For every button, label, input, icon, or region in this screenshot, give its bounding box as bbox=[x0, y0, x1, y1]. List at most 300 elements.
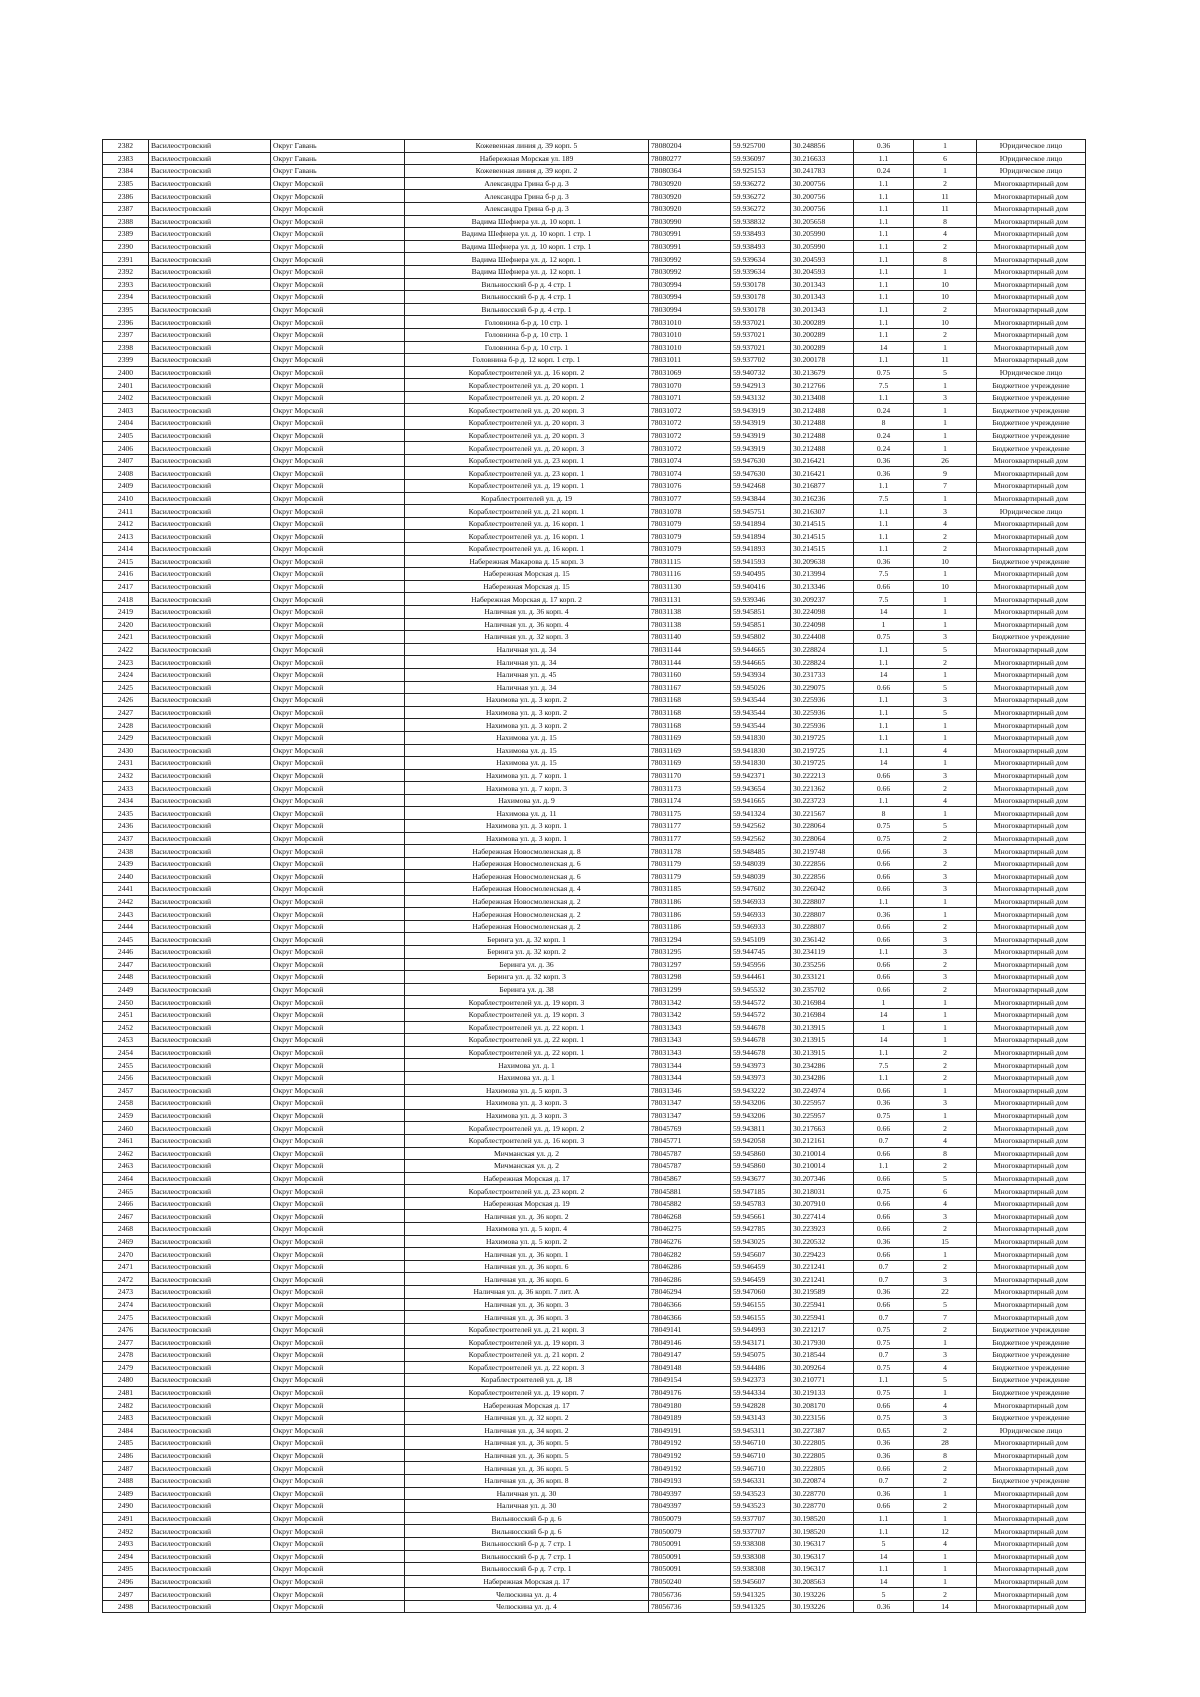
latitude-cell: 59.943919 bbox=[731, 417, 791, 430]
municipal-okrug-cell: Округ Морской bbox=[271, 1399, 405, 1412]
district-cell: Василеостровский bbox=[149, 694, 271, 707]
district-cell: Василеостровский bbox=[149, 265, 271, 278]
municipal-okrug-cell: Округ Морской bbox=[271, 1197, 405, 1210]
municipal-okrug-cell: Округ Морской bbox=[271, 354, 405, 367]
count-cell: 10 bbox=[914, 278, 977, 291]
table-row bbox=[103, 1059, 1086, 1072]
count-cell: 2 bbox=[914, 832, 977, 845]
latitude-cell: 59.943677 bbox=[731, 1172, 791, 1185]
count-cell: 9 bbox=[914, 467, 977, 480]
latitude-cell: 59.945109 bbox=[731, 933, 791, 946]
address-cell: Челюскина ул. д. 4 bbox=[405, 1588, 649, 1601]
row-number-cell: 2394 bbox=[103, 291, 149, 304]
latitude-cell: 59.944572 bbox=[731, 996, 791, 1009]
consumer-type-cell: Бюджетное учреждение bbox=[977, 429, 1086, 442]
address-cell: Наличная ул. д. 36 корп. 1 bbox=[405, 1248, 649, 1261]
table-row bbox=[103, 996, 1086, 1009]
consumer-type-cell: Многоквартирный дом bbox=[977, 316, 1086, 329]
object-code-cell: 78031078 bbox=[649, 505, 731, 518]
power-cell: 1.1 bbox=[854, 190, 914, 203]
row-number-cell: 2442 bbox=[103, 895, 149, 908]
table-row bbox=[103, 379, 1086, 392]
longitude-cell: 30.227414 bbox=[791, 1210, 854, 1223]
object-code-cell: 78049192 bbox=[649, 1462, 731, 1475]
longitude-cell: 30.241783 bbox=[791, 165, 854, 178]
latitude-cell: 59.936272 bbox=[731, 190, 791, 203]
power-cell: 0.66 bbox=[854, 580, 914, 593]
table-row bbox=[103, 643, 1086, 656]
count-cell: 3 bbox=[914, 694, 977, 707]
object-code-cell: 78056736 bbox=[649, 1588, 731, 1601]
count-cell: 4 bbox=[914, 744, 977, 757]
address-cell: Наличная ул. д. 45 bbox=[405, 668, 649, 681]
longitude-cell: 30.213994 bbox=[791, 568, 854, 581]
count-cell: 1 bbox=[914, 1386, 977, 1399]
row-number-cell: 2495 bbox=[103, 1563, 149, 1576]
count-cell: 1 bbox=[914, 1021, 977, 1034]
power-cell: 1.1 bbox=[854, 253, 914, 266]
municipal-okrug-cell: Округ Морской bbox=[271, 933, 405, 946]
table-row bbox=[103, 1449, 1086, 1462]
power-cell: 0.66 bbox=[854, 1084, 914, 1097]
row-number-cell: 2407 bbox=[103, 454, 149, 467]
table-row bbox=[103, 1512, 1086, 1525]
municipal-okrug-cell: Округ Морской bbox=[271, 1134, 405, 1147]
district-cell: Василеостровский bbox=[149, 857, 271, 870]
address-cell: Набережная Морская д. 17 корп. 2 bbox=[405, 593, 649, 606]
object-code-cell: 78049180 bbox=[649, 1399, 731, 1412]
longitude-cell: 30.200289 bbox=[791, 328, 854, 341]
power-cell: 14 bbox=[854, 341, 914, 354]
consumer-type-cell: Многоквартирный дом bbox=[977, 328, 1086, 341]
consumer-type-cell: Многоквартирный дом bbox=[977, 1235, 1086, 1248]
latitude-cell: 59.930178 bbox=[731, 303, 791, 316]
row-number-cell: 2411 bbox=[103, 505, 149, 518]
longitude-cell: 30.225957 bbox=[791, 1097, 854, 1110]
latitude-cell: 59.942785 bbox=[731, 1223, 791, 1236]
table-row bbox=[103, 1008, 1086, 1021]
longitude-cell: 30.222805 bbox=[791, 1449, 854, 1462]
consumer-type-cell: Многоквартирный дом bbox=[977, 933, 1086, 946]
municipal-okrug-cell: Округ Морской bbox=[271, 1550, 405, 1563]
longitude-cell: 30.228770 bbox=[791, 1487, 854, 1500]
table-row bbox=[103, 1172, 1086, 1185]
object-code-cell: 78030990 bbox=[649, 215, 731, 228]
table-row bbox=[103, 782, 1086, 795]
table-row bbox=[103, 1021, 1086, 1034]
row-number-cell: 2468 bbox=[103, 1223, 149, 1236]
longitude-cell: 30.226042 bbox=[791, 883, 854, 896]
longitude-cell: 30.234286 bbox=[791, 1071, 854, 1084]
power-cell: 1.1 bbox=[854, 505, 914, 518]
address-cell: Кораблестроителей ул. д. 20 корп. 3 bbox=[405, 442, 649, 455]
district-cell: Василеостровский bbox=[149, 555, 271, 568]
power-cell: 0.7 bbox=[854, 1273, 914, 1286]
power-cell: 0.66 bbox=[854, 1172, 914, 1185]
latitude-cell: 59.943844 bbox=[731, 492, 791, 505]
count-cell: 2 bbox=[914, 303, 977, 316]
consumer-type-cell: Многоквартирный дом bbox=[977, 1147, 1086, 1160]
latitude-cell: 59.945532 bbox=[731, 983, 791, 996]
longitude-cell: 30.200178 bbox=[791, 354, 854, 367]
count-cell: 3 bbox=[914, 391, 977, 404]
power-cell: 0.66 bbox=[854, 920, 914, 933]
district-cell: Василеостровский bbox=[149, 568, 271, 581]
row-number-cell: 2412 bbox=[103, 517, 149, 530]
table-row bbox=[103, 681, 1086, 694]
district-cell: Василеостровский bbox=[149, 1588, 271, 1601]
longitude-cell: 30.227387 bbox=[791, 1424, 854, 1437]
object-code-cell: 78056736 bbox=[649, 1600, 731, 1613]
power-cell: 1.1 bbox=[854, 240, 914, 253]
consumer-type-cell: Многоквартирный дом bbox=[977, 1160, 1086, 1173]
latitude-cell: 59.925153 bbox=[731, 165, 791, 178]
longitude-cell: 30.213679 bbox=[791, 366, 854, 379]
district-cell: Василеостровский bbox=[149, 983, 271, 996]
municipal-okrug-cell: Округ Морской bbox=[271, 1223, 405, 1236]
latitude-cell: 59.936272 bbox=[731, 177, 791, 190]
latitude-cell: 59.942562 bbox=[731, 820, 791, 833]
object-code-cell: 78031169 bbox=[649, 757, 731, 770]
address-cell: Нахимова ул. д. 15 bbox=[405, 757, 649, 770]
district-cell: Василеостровский bbox=[149, 316, 271, 329]
object-code-cell: 78031177 bbox=[649, 820, 731, 833]
consumer-type-cell: Многоквартирный дом bbox=[977, 1097, 1086, 1110]
municipal-okrug-cell: Округ Морской bbox=[271, 215, 405, 228]
power-cell: 1.1 bbox=[854, 303, 914, 316]
power-cell: 0.7 bbox=[854, 1134, 914, 1147]
district-cell: Василеостровский bbox=[149, 442, 271, 455]
address-cell: Кораблестроителей ул. д. 19 корп. 3 bbox=[405, 996, 649, 1009]
address-cell: Мичманская ул. д. 2 bbox=[405, 1160, 649, 1173]
row-number-cell: 2458 bbox=[103, 1097, 149, 1110]
power-cell: 1 bbox=[854, 1021, 914, 1034]
consumer-type-cell: Многоквартирный дом bbox=[977, 1084, 1086, 1097]
power-cell: 0.36 bbox=[854, 1437, 914, 1450]
object-code-cell: 78031160 bbox=[649, 668, 731, 681]
longitude-cell: 30.229075 bbox=[791, 681, 854, 694]
consumer-type-cell: Многоквартирный дом bbox=[977, 291, 1086, 304]
latitude-cell: 59.938308 bbox=[731, 1537, 791, 1550]
district-cell: Василеостровский bbox=[149, 769, 271, 782]
district-cell: Василеостровский bbox=[149, 1197, 271, 1210]
object-code-cell: 78031347 bbox=[649, 1097, 731, 1110]
municipal-okrug-cell: Округ Морской bbox=[271, 1411, 405, 1424]
latitude-cell: 59.946155 bbox=[731, 1298, 791, 1311]
district-cell: Василеостровский bbox=[149, 1386, 271, 1399]
count-cell: 1 bbox=[914, 719, 977, 732]
power-cell: 1.1 bbox=[854, 1071, 914, 1084]
latitude-cell: 59.947060 bbox=[731, 1286, 791, 1299]
longitude-cell: 30.196317 bbox=[791, 1537, 854, 1550]
table-row bbox=[103, 341, 1086, 354]
power-cell: 1.1 bbox=[854, 228, 914, 241]
address-cell: Набережная Макарова д. 15 корп. 3 bbox=[405, 555, 649, 568]
object-code-cell: 78031130 bbox=[649, 580, 731, 593]
table-row bbox=[103, 1273, 1086, 1286]
address-cell: Кораблестроителей ул. д. 21 корп. 2 bbox=[405, 1349, 649, 1362]
longitude-cell: 30.235256 bbox=[791, 958, 854, 971]
municipal-okrug-cell: Округ Морской bbox=[271, 895, 405, 908]
object-code-cell: 78031010 bbox=[649, 316, 731, 329]
longitude-cell: 30.210771 bbox=[791, 1374, 854, 1387]
longitude-cell: 30.219589 bbox=[791, 1286, 854, 1299]
table-row bbox=[103, 1298, 1086, 1311]
consumer-type-cell: Многоквартирный дом bbox=[977, 719, 1086, 732]
count-cell: 5 bbox=[914, 820, 977, 833]
latitude-cell: 59.942562 bbox=[731, 832, 791, 845]
longitude-cell: 30.221217 bbox=[791, 1323, 854, 1336]
address-cell: Набережная Новосмоленская д. 4 bbox=[405, 883, 649, 896]
district-cell: Василеостровский bbox=[149, 417, 271, 430]
object-code-cell: 78031186 bbox=[649, 908, 731, 921]
consumer-type-cell: Многоквартирный дом bbox=[977, 1512, 1086, 1525]
consumer-type-cell: Бюджетное учреждение bbox=[977, 631, 1086, 644]
municipal-okrug-cell: Округ Морской bbox=[271, 1563, 405, 1576]
address-cell: Наличная ул. д. 30 bbox=[405, 1487, 649, 1500]
object-code-cell: 78031179 bbox=[649, 857, 731, 870]
address-cell: Нахимова ул. д. 15 bbox=[405, 731, 649, 744]
address-cell: Кораблестроителей ул. д. 22 корп. 3 bbox=[405, 1361, 649, 1374]
count-cell: 2 bbox=[914, 1223, 977, 1236]
district-cell: Василеостровский bbox=[149, 580, 271, 593]
district-cell: Василеостровский bbox=[149, 706, 271, 719]
count-cell: 11 bbox=[914, 354, 977, 367]
consumer-type-cell: Многоквартирный дом bbox=[977, 278, 1086, 291]
address-cell: Набережная Морская д. 17 bbox=[405, 1172, 649, 1185]
consumer-type-cell: Многоквартирный дом bbox=[977, 1197, 1086, 1210]
latitude-cell: 59.944678 bbox=[731, 1034, 791, 1047]
latitude-cell: 59.945607 bbox=[731, 1575, 791, 1588]
district-cell: Василеостровский bbox=[149, 366, 271, 379]
power-cell: 1.1 bbox=[854, 265, 914, 278]
latitude-cell: 59.943206 bbox=[731, 1109, 791, 1122]
address-cell: Вадима Шефнера ул. д. 10 корп. 1 стр. 1 bbox=[405, 240, 649, 253]
longitude-cell: 30.214515 bbox=[791, 530, 854, 543]
municipal-okrug-cell: Округ Морской bbox=[271, 1500, 405, 1513]
row-number-cell: 2455 bbox=[103, 1059, 149, 1072]
consumer-type-cell: Многоквартирный дом bbox=[977, 1537, 1086, 1550]
row-number-cell: 2431 bbox=[103, 757, 149, 770]
district-cell: Василеостровский bbox=[149, 820, 271, 833]
power-cell: 1.1 bbox=[854, 1512, 914, 1525]
object-code-cell: 78031167 bbox=[649, 681, 731, 694]
row-number-cell: 2477 bbox=[103, 1336, 149, 1349]
municipal-okrug-cell: Округ Морской bbox=[271, 857, 405, 870]
count-cell: 4 bbox=[914, 1537, 977, 1550]
latitude-cell: 59.943544 bbox=[731, 719, 791, 732]
object-code-cell: 78045787 bbox=[649, 1160, 731, 1173]
consumer-type-cell: Многоквартирный дом bbox=[977, 744, 1086, 757]
consumer-type-cell: Многоквартирный дом bbox=[977, 1563, 1086, 1576]
table-row bbox=[103, 1034, 1086, 1047]
address-cell: Вильнюсский б-р д. 6 bbox=[405, 1512, 649, 1525]
table-row bbox=[103, 757, 1086, 770]
address-cell: Челюскина ул. д. 4 bbox=[405, 1600, 649, 1613]
power-cell: 0.66 bbox=[854, 1210, 914, 1223]
latitude-cell: 59.944665 bbox=[731, 643, 791, 656]
latitude-cell: 59.946331 bbox=[731, 1474, 791, 1487]
consumer-type-cell: Многоквартирный дом bbox=[977, 1046, 1086, 1059]
table-row bbox=[103, 719, 1086, 732]
count-cell: 2 bbox=[914, 530, 977, 543]
consumer-type-cell: Многоквартирный дом bbox=[977, 1600, 1086, 1613]
table-row bbox=[103, 1575, 1086, 1588]
district-cell: Василеостровский bbox=[149, 1336, 271, 1349]
longitude-cell: 30.216236 bbox=[791, 492, 854, 505]
row-number-cell: 2484 bbox=[103, 1424, 149, 1437]
consumer-type-cell: Многоквартирный дом bbox=[977, 681, 1086, 694]
latitude-cell: 59.936272 bbox=[731, 202, 791, 215]
district-cell: Василеостровский bbox=[149, 1097, 271, 1110]
address-cell: Нахимова ул. д. 1 bbox=[405, 1059, 649, 1072]
address-cell: Кораблестроителей ул. д. 20 корп. 1 bbox=[405, 379, 649, 392]
address-cell: Кораблестроителей ул. д. 22 корп. 1 bbox=[405, 1021, 649, 1034]
object-code-cell: 78031343 bbox=[649, 1021, 731, 1034]
row-number-cell: 2389 bbox=[103, 228, 149, 241]
district-cell: Василеостровский bbox=[149, 1248, 271, 1261]
consumer-type-cell: Многоквартирный дом bbox=[977, 908, 1086, 921]
consumer-type-cell: Многоквартирный дом bbox=[977, 656, 1086, 669]
row-number-cell: 2445 bbox=[103, 933, 149, 946]
count-cell: 2 bbox=[914, 782, 977, 795]
power-cell: 1 bbox=[854, 996, 914, 1009]
longitude-cell: 30.216877 bbox=[791, 480, 854, 493]
district-cell: Василеостровский bbox=[149, 1323, 271, 1336]
power-cell: 0.75 bbox=[854, 1109, 914, 1122]
consumer-type-cell: Многоквартирный дом bbox=[977, 807, 1086, 820]
object-code-cell: 78046282 bbox=[649, 1248, 731, 1261]
consumer-type-cell: Многоквартирный дом bbox=[977, 190, 1086, 203]
count-cell: 1 bbox=[914, 1336, 977, 1349]
latitude-cell: 59.943132 bbox=[731, 391, 791, 404]
municipal-okrug-cell: Округ Морской bbox=[271, 782, 405, 795]
consumer-type-cell: Многоквартирный дом bbox=[977, 1248, 1086, 1261]
count-cell: 5 bbox=[914, 366, 977, 379]
row-number-cell: 2420 bbox=[103, 618, 149, 631]
count-cell: 2 bbox=[914, 543, 977, 556]
count-cell: 8 bbox=[914, 215, 977, 228]
row-number-cell: 2496 bbox=[103, 1575, 149, 1588]
power-cell: 1.1 bbox=[854, 391, 914, 404]
municipal-okrug-cell: Округ Морской bbox=[271, 681, 405, 694]
district-cell: Василеостровский bbox=[149, 480, 271, 493]
row-number-cell: 2428 bbox=[103, 719, 149, 732]
table-row bbox=[103, 580, 1086, 593]
count-cell: 1 bbox=[914, 757, 977, 770]
object-code-cell: 78030991 bbox=[649, 240, 731, 253]
row-number-cell: 2433 bbox=[103, 782, 149, 795]
municipal-okrug-cell: Округ Морской bbox=[271, 391, 405, 404]
object-code-cell: 78031011 bbox=[649, 354, 731, 367]
count-cell: 2 bbox=[914, 920, 977, 933]
power-cell: 1.1 bbox=[854, 1046, 914, 1059]
row-number-cell: 2417 bbox=[103, 580, 149, 593]
longitude-cell: 30.200756 bbox=[791, 202, 854, 215]
district-cell: Василеостровский bbox=[149, 140, 271, 153]
count-cell: 1 bbox=[914, 908, 977, 921]
address-cell: Наличная ул. д. 36 корп. 3 bbox=[405, 1298, 649, 1311]
municipal-okrug-cell: Округ Морской bbox=[271, 971, 405, 984]
address-cell: Беринга ул. д. 32 корп. 2 bbox=[405, 946, 649, 959]
longitude-cell: 30.225936 bbox=[791, 694, 854, 707]
longitude-cell: 30.236142 bbox=[791, 933, 854, 946]
power-cell: 8 bbox=[854, 417, 914, 430]
count-cell: 4 bbox=[914, 228, 977, 241]
power-cell: 0.75 bbox=[854, 366, 914, 379]
longitude-cell: 30.200756 bbox=[791, 177, 854, 190]
count-cell: 3 bbox=[914, 1349, 977, 1362]
power-cell: 7.5 bbox=[854, 593, 914, 606]
row-number-cell: 2456 bbox=[103, 1071, 149, 1084]
row-number-cell: 2459 bbox=[103, 1109, 149, 1122]
longitude-cell: 30.212488 bbox=[791, 442, 854, 455]
table-row bbox=[103, 1537, 1086, 1550]
latitude-cell: 59.944678 bbox=[731, 1021, 791, 1034]
longitude-cell: 30.198520 bbox=[791, 1525, 854, 1538]
district-cell: Василеостровский bbox=[149, 165, 271, 178]
consumer-type-cell: Многоквартирный дом bbox=[977, 643, 1086, 656]
address-cell: Кораблестроителей ул. д. 23 корп. 2 bbox=[405, 1185, 649, 1198]
district-cell: Василеостровский bbox=[149, 605, 271, 618]
object-code-cell: 78031177 bbox=[649, 832, 731, 845]
registry-table-body bbox=[103, 140, 1086, 1613]
address-cell: Кораблестроителей ул. д. 19 корп. 2 bbox=[405, 1122, 649, 1135]
count-cell: 4 bbox=[914, 1361, 977, 1374]
count-cell: 2 bbox=[914, 1260, 977, 1273]
object-code-cell: 78049191 bbox=[649, 1424, 731, 1437]
address-cell: Нахимова ул. д. 5 корп. 4 bbox=[405, 1223, 649, 1236]
municipal-okrug-cell: Округ Морской bbox=[271, 555, 405, 568]
count-cell: 1 bbox=[914, 605, 977, 618]
power-cell: 0.66 bbox=[854, 1298, 914, 1311]
consumer-type-cell: Многоквартирный дом bbox=[977, 1034, 1086, 1047]
table-row bbox=[103, 391, 1086, 404]
district-cell: Василеостровский bbox=[149, 1273, 271, 1286]
longitude-cell: 30.228807 bbox=[791, 908, 854, 921]
latitude-cell: 59.943544 bbox=[731, 694, 791, 707]
latitude-cell: 59.945311 bbox=[731, 1424, 791, 1437]
count-cell: 1 bbox=[914, 1563, 977, 1576]
consumer-type-cell: Бюджетное учреждение bbox=[977, 442, 1086, 455]
power-cell: 1.1 bbox=[854, 719, 914, 732]
row-number-cell: 2473 bbox=[103, 1286, 149, 1299]
longitude-cell: 30.216633 bbox=[791, 152, 854, 165]
row-number-cell: 2463 bbox=[103, 1160, 149, 1173]
object-code-cell: 78031115 bbox=[649, 555, 731, 568]
municipal-okrug-cell: Округ Морской bbox=[271, 341, 405, 354]
longitude-cell: 30.228770 bbox=[791, 1500, 854, 1513]
longitude-cell: 30.228824 bbox=[791, 643, 854, 656]
object-code-cell: 78031072 bbox=[649, 417, 731, 430]
municipal-okrug-cell: Округ Гавань bbox=[271, 140, 405, 153]
address-cell: Нахимова ул. д. 3 корп. 2 bbox=[405, 719, 649, 732]
district-cell: Василеостровский bbox=[149, 1537, 271, 1550]
district-cell: Василеостровский bbox=[149, 177, 271, 190]
consumer-type-cell: Бюджетное учреждение bbox=[977, 1361, 1086, 1374]
table-row bbox=[103, 1500, 1086, 1513]
row-number-cell: 2424 bbox=[103, 668, 149, 681]
row-number-cell: 2478 bbox=[103, 1349, 149, 1362]
count-cell: 2 bbox=[914, 983, 977, 996]
count-cell: 3 bbox=[914, 1097, 977, 1110]
power-cell: 0.75 bbox=[854, 1411, 914, 1424]
power-cell: 0.65 bbox=[854, 1424, 914, 1437]
latitude-cell: 59.948485 bbox=[731, 845, 791, 858]
count-cell: 2 bbox=[914, 857, 977, 870]
count-cell: 26 bbox=[914, 454, 977, 467]
district-cell: Василеостровский bbox=[149, 946, 271, 959]
